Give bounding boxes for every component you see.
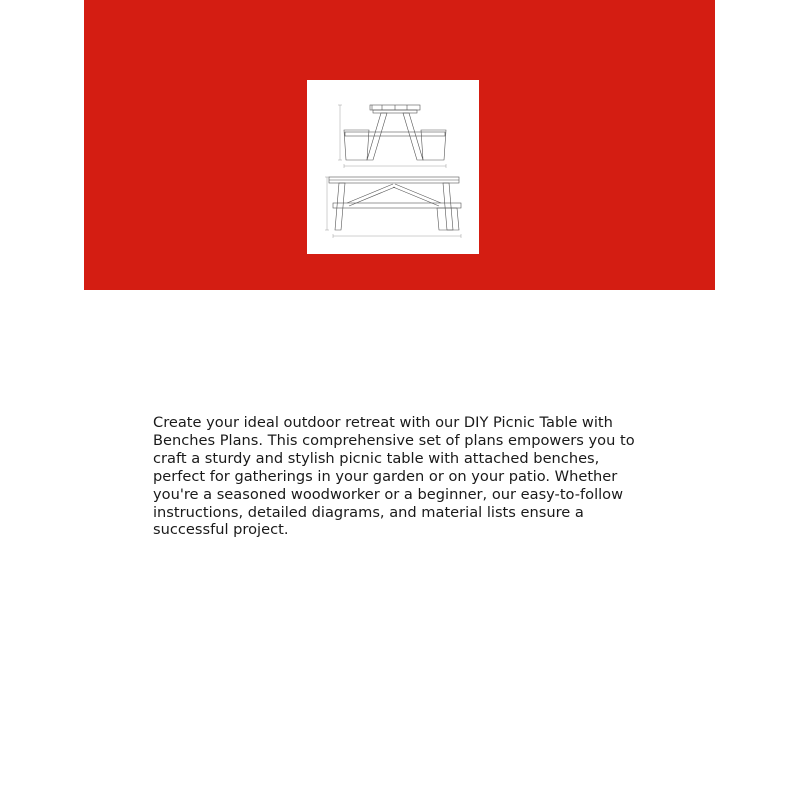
seat-support: [345, 132, 445, 136]
bench-front: [333, 203, 461, 208]
left-bench-side: [344, 130, 369, 160]
product-description: Create your ideal outdoor retreat with our DIY Picnic Table with Benches Plans. This comprehensive set of plans empowers you to craft a sturdy and stylish picnic table with attached benches, perfect for gatherings in your garden or on your patio. Whether you're a seasoned woodworker or a beginner, our easy-to-follow instructions, detailed diagrams, and material lists ensure a successful project.: [153, 414, 635, 539]
picnic-table-plan-image: [307, 80, 479, 254]
right-bench-side: [421, 130, 446, 160]
picnic-table-plan-drawing: [307, 80, 479, 254]
right-leg: [403, 113, 423, 160]
left-leg: [367, 113, 387, 160]
